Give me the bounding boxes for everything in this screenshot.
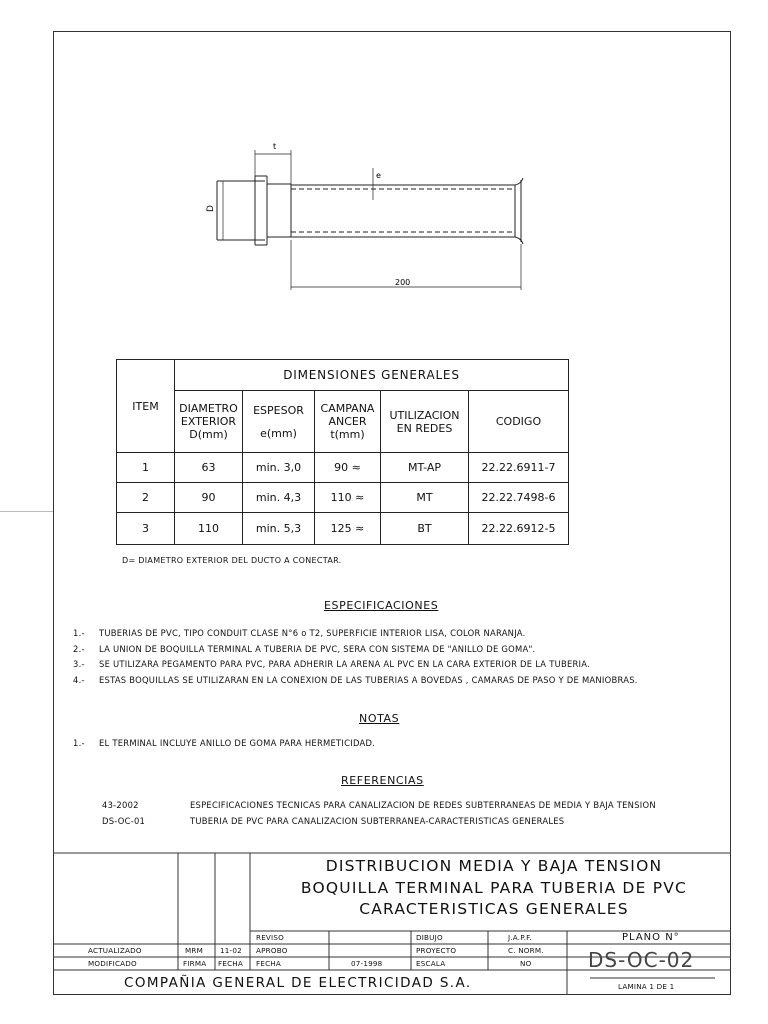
referencias-title: REFERENCIAS xyxy=(341,774,424,787)
especificaciones-title: ESPECIFICACIONES xyxy=(324,599,439,612)
plano-label: PLANO N° xyxy=(622,932,680,943)
spec-item: 1.- TUBERIAS DE PVC, TIPO CONDUIT CLASE N°6 o T2, SUPERFICIE INTERIOR LISA, COLOR NARANJA. xyxy=(73,628,526,638)
company-name: COMPAÑIA GENERAL DE ELECTRICIDAD S.A. xyxy=(124,975,472,991)
col-utilizacion-header: UTILIZACION EN REDES xyxy=(381,391,469,453)
dim-e-label: e xyxy=(376,171,381,180)
ref-code: 43-2002 xyxy=(102,800,139,810)
col-campana-header: CAMPANA ANCER t(mm) xyxy=(315,391,381,453)
dim-D-label: D xyxy=(206,205,216,212)
col-codigo-header: CODIGO xyxy=(469,391,569,453)
fecha-col-label: FECHA xyxy=(218,959,244,968)
dibujo-value: J.A.P.F. xyxy=(508,933,532,942)
col-item-header: ITEM xyxy=(117,360,175,453)
aprobo-label: APROBO xyxy=(256,946,288,955)
proyecto-label: PROYECTO xyxy=(416,946,457,955)
dibujo-label: DIBUJO xyxy=(416,933,443,942)
table-row: 2 90 min. 4,3 110 ≈ MT 22.22.7498-6 xyxy=(117,483,569,513)
fecha-value: 07-1998 xyxy=(351,959,383,968)
escala-value: NO xyxy=(520,959,532,968)
plano-number: DS-OC-02 xyxy=(588,948,695,972)
title-line-3: CARACTERISTICAS GENERALES xyxy=(359,900,629,918)
fecha-label: FECHA xyxy=(256,959,282,968)
escala-label: ESCALA xyxy=(416,959,446,968)
ref-text: TUBERIA DE PVC PARA CANALIZACION SUBTERRANEA-CARACTERISTICAS GENERALES xyxy=(190,816,565,826)
ref-code: DS-OC-01 xyxy=(102,816,146,826)
col-diametro-header: DIAMETRO EXTERIOR D(mm) xyxy=(175,391,243,453)
spec-item: 4.- ESTAS BOQUILLAS SE UTILIZARAN EN LA CONEXION DE LAS TUBERIAS A BOVEDAS , CAMARAS DE PASO Y DE MANIOBRAS. xyxy=(73,675,638,685)
dim-t-label: t xyxy=(273,142,277,151)
ref-text: ESPECIFICACIONES TECNICAS PARA CANALIZACION DE REDES SUBTERRANEAS DE MEDIA Y BAJA TENSION xyxy=(190,800,656,810)
spec-item: 3.- SE UTILIZARA PEGAMENTO PARA PVC, PARA ADHERIR LA ARENA AL PVC EN LA CARA EXTERIOR DE LA TUBERIA. xyxy=(73,659,591,669)
proyecto-value: C. NORM. xyxy=(508,946,544,955)
actualizado-by: MRM xyxy=(185,946,203,955)
nota-item: 1.- EL TERMINAL INCLUYE ANILLO DE GOMA PARA HERMETICIDAD. xyxy=(73,738,376,748)
col-espesor-header: ESPESOR e(mm) xyxy=(243,391,315,453)
group-title: DIMENSIONES GENERALES xyxy=(175,360,569,391)
firma-label: FIRMA xyxy=(183,959,207,968)
table-row: 1 63 min. 3,0 90 ≈ MT-AP 22.22.6911-7 xyxy=(117,453,569,483)
dim-length-label: 200 xyxy=(395,278,411,287)
table-row: 3 110 min. 5,3 125 ≈ BT 22.22.6912-5 xyxy=(117,513,569,545)
notas-title: NOTAS xyxy=(359,712,400,725)
spec-item: 2.- LA UNION DE BOQUILLA TERMINAL A TUBERIA DE PVC, SERA CON SISTEMA DE "ANILLO DE GOMA". xyxy=(73,644,536,654)
lamina-label: LAMINA 1 DE 1 xyxy=(618,982,675,991)
reviso-label: REVISO xyxy=(256,933,284,942)
title-line-2: BOQUILLA TERMINAL PARA TUBERIA DE PVC xyxy=(300,879,688,897)
table-footnote: D= DIAMETRO EXTERIOR DEL DUCTO A CONECTAR. xyxy=(122,556,342,565)
modificado-label: MODIFICADO xyxy=(88,959,137,968)
actualizado-label: ACTUALIZADO xyxy=(88,946,142,955)
title-line-1: DISTRIBUCION MEDIA Y BAJA TENSION xyxy=(325,857,663,875)
actualizado-date: 11-02 xyxy=(220,946,242,955)
